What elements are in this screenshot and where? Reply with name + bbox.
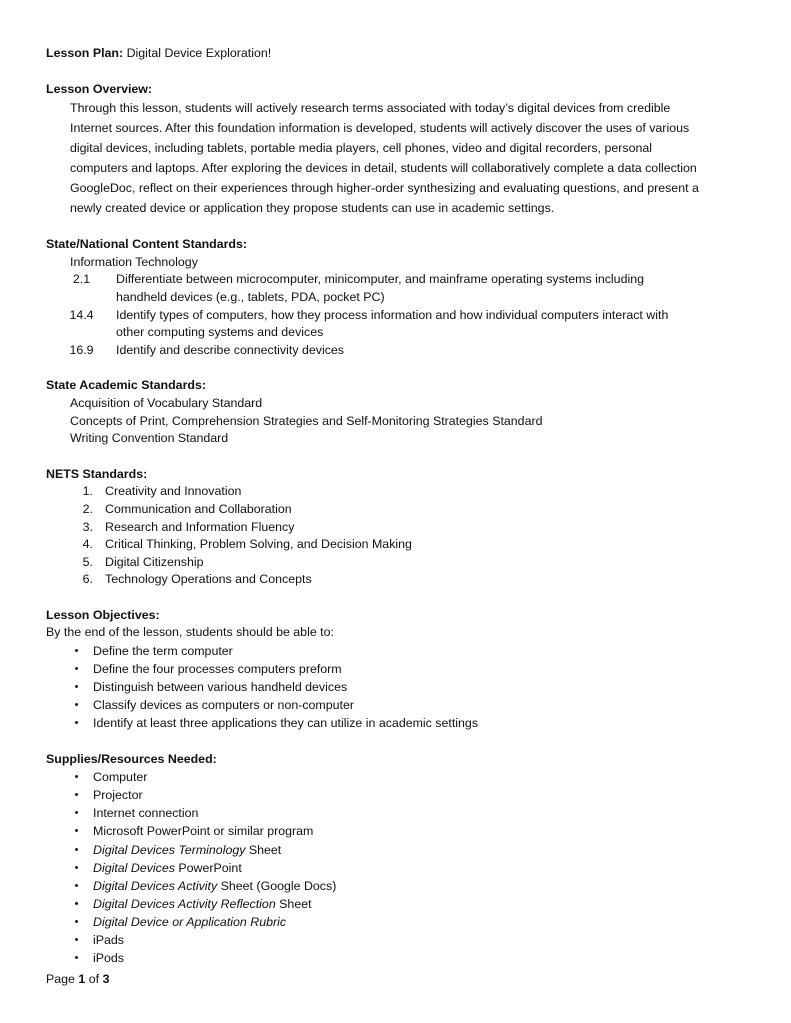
list-item [46, 660, 746, 678]
standard-text: Identify and describe connectivity devices [116, 342, 344, 357]
list-number: 3. [82, 519, 93, 534]
list-number: 6. [82, 572, 93, 587]
list-number: 2. [82, 501, 93, 516]
list-item [46, 895, 746, 913]
content-standard-item [46, 307, 746, 342]
list-item-text: Sheet (Google Docs) [217, 878, 337, 893]
list-item [46, 536, 746, 554]
page-number: 1 [78, 972, 86, 986]
list-item-text: Distinguish between various handheld devices [93, 680, 348, 695]
academic-standard-item: Writing Convention Standard [70, 431, 229, 446]
bullet-icon: • [74, 807, 79, 820]
supplies-list [46, 768, 746, 967]
bullet-icon: • [74, 879, 79, 892]
standard-text: other computing systems and devices [116, 325, 324, 340]
list-item-text: Sheet [245, 842, 282, 857]
academic-standard-item: Concepts of Print, Comprehension Strategies and Self-Monitoring Strategies Standard [70, 413, 543, 428]
list-item [46, 642, 746, 660]
bullet-icon: • [74, 789, 79, 802]
list-item [46, 501, 746, 519]
overview-heading: Lesson Overview: [46, 81, 153, 96]
content-standards-subheading: Information Technology [70, 254, 198, 269]
list-item-text: Projector [93, 788, 143, 803]
bullet-icon: • [74, 933, 79, 946]
bullet-icon: • [74, 771, 79, 784]
page-total: 3 [102, 972, 110, 986]
list-item [46, 804, 746, 822]
italic-text: Digital Device or Application Rubric [93, 914, 287, 929]
list-item-text: PowerPoint [174, 860, 242, 875]
list-item [46, 822, 746, 840]
list-item-text: Research and Information Fluency [105, 519, 295, 534]
bullet-icon: • [74, 681, 79, 694]
list-item [46, 913, 746, 931]
academic-standards-heading: State Academic Standards: [46, 378, 206, 393]
bullet-icon: • [74, 843, 79, 856]
italic-text: Digital Devices [93, 860, 175, 875]
nets-heading: NETS Standards: [46, 466, 148, 481]
list-item [46, 696, 746, 714]
objectives-heading: Lesson Objectives: [46, 607, 160, 622]
italic-text: Digital Devices Activity [93, 878, 218, 893]
content-standard-item [46, 342, 746, 360]
lesson-plan-label: Lesson Plan: [46, 46, 124, 60]
list-number: 1. [82, 484, 93, 499]
list-item-text: iPads [93, 932, 124, 947]
list-item-text: Digital Citizenship [105, 554, 204, 569]
list-item-text: Technology Operations and Concepts [105, 572, 312, 587]
list-item [46, 931, 746, 949]
bullet-icon: • [74, 897, 79, 910]
list-item [46, 519, 746, 537]
list-item [46, 786, 746, 804]
list-item [46, 714, 746, 732]
overview-line: Through this lesson, students will actively research terms associated with today’s digital devices from credible [70, 101, 671, 116]
overview-line: Internet sources. After this foundation information is developed, students will actively discover the uses of various [70, 121, 690, 136]
bullet-icon: • [74, 699, 79, 712]
list-item [46, 768, 746, 786]
list-item [46, 554, 746, 572]
overview-line: computers and laptops. After exploring the devices in detail, students will collaboratively complete a data collection [70, 161, 697, 176]
bullet-icon: • [74, 825, 79, 838]
list-item [46, 877, 746, 895]
standard-text: Differentiate between microcomputer, minicomputer, and mainframe operating systems including [116, 272, 645, 287]
bullet-icon: • [74, 717, 79, 730]
list-item-text: Identify at least three applications they can utilize in academic settings [93, 716, 479, 731]
list-item-text: Sheet [275, 896, 312, 911]
standard-text: handheld devices (e.g., tablets, PDA, pocket PC) [116, 289, 385, 304]
list-item [46, 483, 746, 501]
bullet-icon: • [74, 915, 79, 928]
nets-list [46, 483, 746, 589]
list-item-text: Internet connection [93, 806, 199, 821]
list-item-text: iPods [93, 951, 124, 966]
bullet-icon: • [74, 645, 79, 658]
bullet-icon: • [74, 952, 79, 965]
supplies-heading: Supplies/Resources Needed: [46, 751, 217, 766]
objectives-list [46, 642, 746, 732]
lesson-plan-name: Digital Device Exploration! [126, 46, 272, 60]
list-item-text: Microsoft PowerPoint or similar program [93, 824, 314, 839]
list-item-text: Creativity and Innovation [105, 484, 242, 499]
content-standard-item [46, 271, 746, 306]
standard-text: Identify types of computers, how they process information and how individual computers interact with [116, 307, 669, 322]
list-item-text: Critical Thinking, Problem Solving, and Decision Making [105, 537, 412, 552]
document-page [46, 45, 746, 967]
bullet-icon: • [74, 861, 79, 874]
list-item-text: Classify devices as computers or non-computer [93, 698, 354, 713]
list-item [46, 859, 746, 877]
standard-number: 14.4 [69, 307, 94, 322]
list-item-text: Define the term computer [93, 644, 233, 659]
list-number: 5. [82, 554, 93, 569]
overview-line: digital devices, including tablets, portable media players, cell phones, video and digital recorders, personal [70, 141, 653, 156]
list-item-text: Communication and Collaboration [105, 501, 292, 516]
standard-number: 16.9 [69, 342, 94, 357]
overview-paragraph [46, 98, 746, 218]
lesson-plan-title [46, 45, 746, 63]
list-item-text: Computer [93, 770, 148, 785]
list-item-text: Define the four processes computers preform [93, 662, 342, 677]
page-word: Page [46, 972, 75, 986]
bullet-icon: • [74, 663, 79, 676]
content-standards-heading: State/National Content Standards: [46, 237, 248, 252]
list-item [46, 678, 746, 696]
overview-line: GoogleDoc, reflect on their experiences through higher-order synthesizing and evaluating questions, and present a [70, 181, 699, 196]
of-word: of [88, 972, 100, 986]
academic-standard-item: Acquisition of Vocabulary Standard [70, 395, 263, 410]
list-item [46, 841, 746, 859]
standard-number: 2.1 [72, 272, 91, 287]
italic-text: Digital Devices Activity Reflection [93, 896, 276, 911]
list-number: 4. [82, 537, 93, 552]
list-item [46, 571, 746, 589]
list-item [46, 949, 746, 967]
objectives-intro: By the end of the lesson, students should be able to: [46, 625, 334, 640]
overview-line: newly created device or application they propose students can use in academic settings. [70, 201, 555, 216]
page-footer [46, 971, 109, 989]
italic-text: Digital Devices Terminology [93, 842, 246, 857]
